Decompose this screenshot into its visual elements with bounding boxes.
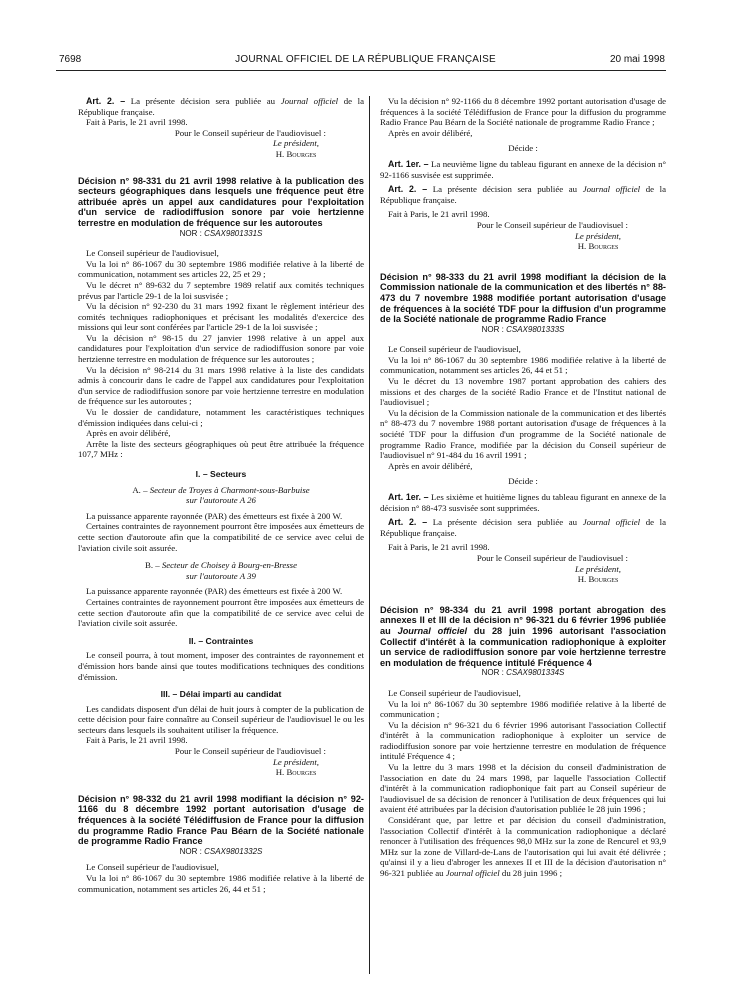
paragraph: Vu la loi n° 86-1067 du 30 septembre 1986 modifiée relative à la liberté de communication, notamment ses articles 26, 44 et 51 ; [78, 873, 364, 894]
decision-title-98-334: Décision n° 98-334 du 21 avril 1998 portant abrogation des annexes II et III de la décision n° 96-321 du 6 février 1996 publiée au Journal officiel du 28 juin 1996 autorisant l'association Collectif d'intérêt à la communication radiophonique à exploiter un service de radiodiffusion sonore par voie hertzienne terrestre en modulation de fréquence intitulé Fréquence 4 [380, 604, 666, 668]
signature-name: H. Bourges [275, 148, 317, 159]
section-heading: II. – Contraintes [188, 635, 254, 646]
signature-name: H. Bourges [577, 241, 619, 252]
article-1: Art. 1er. – Les sixième et huitième lignes du tableau figurant en annexe de la décision n° 88-473 susvisée sont supprimées. [380, 492, 667, 513]
paragraph: Le Conseil supérieur de l'audiovisuel, [86, 862, 219, 873]
paragraph: Vu le dossier de candidature, notamment les caractéristiques techniques d'émission indiquées dans celui-ci ; [78, 407, 364, 428]
article-2: Art. 2. – La présente décision sera publiée au Journal officiel de la République française. [380, 184, 667, 205]
paragraph: Après en avoir délibéré, [86, 428, 171, 439]
fait-a-paris: Fait à Paris, le 21 avril 1998. [86, 117, 188, 128]
paragraph: Vu la décision n° 98-15 du 27 janvier 1998 relative à un appel aux candidatures pour l'exploitation d'un service de radiodiffusion sonore par voie hertzienne terrestre en modulation de fréquence sur les autoroutes ; [78, 332, 364, 365]
paragraph: Certaines contraintes de rayonnement pourront être imposées aux émetteurs de cette section d'autoroute afin que la compatibilité de ce service avec celui de l'aviation civile soit assurée. [78, 596, 364, 629]
signature-title: Le président, [575, 563, 621, 574]
paragraph: Vu la lettre du 3 mars 1998 et la décision du conseil d'administration de l'association en date du 24 mars 1998, par laquelle l'association Collectif d'intérêt à la communication radiophonique fait part au Conseil supérieur de l'audiovisuel de sa décision de renoncer à l'utilisation de deux fréquences qui lui avaient été attribuées par la décision d'autorisation publiée le 28 juin 1996 ; [380, 762, 666, 815]
section-heading: I. – Secteurs [195, 469, 247, 479]
paragraph: La puissance apparente rayonnée (PAR) des émetteurs est fixée à 200 W. [86, 510, 343, 521]
article-1: Art. 1er. – La neuvième ligne du tableau figurant en annexe de la décision n° 92-1166 susvisée est supprimée. [380, 158, 666, 180]
subsection-heading: B. – Secteur de Choisey à Bourg-en-Bresse [144, 560, 298, 571]
signature-title: Le président, [273, 138, 319, 149]
paragraph: Le Conseil supérieur de l'audiovisuel, [86, 248, 219, 259]
subsection-subtitle: sur l'autoroute A 26 [186, 495, 256, 506]
decision-title-98-331: Décision n° 98-331 du 21 avril 1998 relative à la publication des secteurs géographiques dans lesquels une fréquence peut être attribuée après un appel aux candidatures pour l'exploitation d'un service de radiodiffusion sonore par voie hertzienne terrestre en modulation de fréquence sur les autoroutes [78, 175, 364, 228]
paragraph: Les candidats disposent d'un délai de huit jours à compter de la publication de cette décision pour faire connaître au Conseil supérieur de l'audiovisuel le ou les secteurs dans lesquels ils souhaitent utiliser la fréquence. [78, 703, 364, 735]
signature-name: H. Bourges [275, 767, 317, 778]
paragraph: Vu la décision n° 96-321 du 6 février 1996 autorisant l'association Collectif d'intérêt à la communication radiophonique à exploiter un service de radiodiffusion sonore par voie hertzienne terrestre en modulation de fréquence intitulé Fréquence 4 ; [380, 719, 666, 762]
paragraph: Après en avoir délibéré, [388, 460, 473, 471]
issue-date: 20 mai 1998 [609, 54, 665, 65]
paragraph: Vu la loi n° 86-1067 du 30 septembre 1986 modifiée relative à la liberté de communication ; [380, 698, 666, 720]
journal-title: JOURNAL OFFICIEL DE LA RÉPUBLIQUE FRANÇAISE [235, 54, 496, 65]
paragraph: Certaines contraintes de rayonnement pourront être imposées aux émetteurs de cette section d'autoroute afin que la compatibilité de ce service avec celui de l'aviation civile soit assurée. [78, 521, 364, 553]
fait-a-paris: Fait à Paris, le 21 avril 1998. [388, 209, 490, 220]
paragraph: Vu la loi n° 86-1067 du 30 septembre 1986 modifiée relative à la liberté de communication, notamment ses articles 22, 25 et 29 ; [78, 258, 364, 280]
page-number: 7698 [59, 54, 82, 65]
signature-title: Le président, [273, 756, 319, 767]
section-heading: III. – Délai imparti au candidat [160, 689, 282, 700]
paragraph: Arrête la liste des secteurs géographiques où peut être attribuée la fréquence 107,7 MHz : [78, 438, 364, 460]
left-column [78, 96, 364, 894]
paragraph: Vu la décision de la Commission nationale de la communication et des libertés n° 88-473 du 7 novembre 1988 portant autorisation d'usage de fréquences à la société TDF pour la diffusion d'un programme de la Société nationale de programme Radio France, modifiée par la décision du Conseil supérieur de l'audiovisuel n° 91-484 du 16 avril 1991 ; [380, 407, 666, 461]
nor-reference: NOR : CSAX9801332S [179, 846, 263, 856]
nor-reference: NOR : CSAX9801334S [481, 668, 565, 678]
right-column [380, 96, 666, 879]
signature-line: Pour le Conseil supérieur de l'audiovisuel : [174, 746, 326, 757]
paragraph: Vu la loi n° 86-1067 du 30 septembre 1986 modifiée relative à la liberté de communication, notamment ses articles 26, 44 et 51 ; [380, 354, 666, 376]
paragraph: Le conseil pourra, à tout moment, imposer des contraintes de rayonnement et d'émission hors bande ainsi que toutes modifications techniques des conditions d'émission. [78, 650, 364, 682]
paragraph: Vu le décret du 13 novembre 1987 portant approbation des cahiers des missions et des charges de la société Radio France et de l'Institut national de l'audiovisuel ; [380, 376, 666, 408]
signature-line: Pour le Conseil supérieur de l'audiovisuel : [174, 127, 326, 138]
fait-a-paris: Fait à Paris, le 21 avril 1998. [86, 735, 188, 746]
article-2: Art. 2. – La présente décision sera publiée au Journal officiel de la République française. [380, 517, 667, 538]
nor-reference: NOR : CSAX9801333S [481, 324, 565, 334]
decide-heading: Décide : [508, 143, 538, 154]
column-divider [369, 96, 370, 974]
paragraph: Considérant que, par lettre et par décision du conseil d'administration, l'association Collectif d'intérêt à la communication radiophonique a déclaré renoncer à l'utilisation des fréquences 98,0 MHz sur la zone de Rencurel et 93,9 MHz sur la zone de Villard-de-Lans de l'autorisation qui lui avait été délivrée ; qu'ainsi il y a lieu d'abroger les annexes II et III de la décision d'autorisation n° 96-321 publiée au Journal officiel du 28 juin 1996 ; [380, 815, 666, 878]
paragraph: Après en avoir délibéré, [388, 127, 473, 138]
paragraph: Vu le décret n° 89-632 du 7 septembre 1989 relatif aux comités techniques prévus par l'article 29-1 de la loi susvisée ; [78, 279, 364, 301]
paragraph: Vu la décision n° 92-230 du 31 mars 1992 fixant le règlement intérieur des comités techniques radiophoniques et précisant les modalités d'exercice des missions qui leur sont conférées par l'article 29-1 de la loi susvisée ; [78, 301, 364, 333]
nor-reference: NOR : CSAX9801331S [179, 228, 263, 238]
signature-title: Le président, [575, 230, 621, 241]
header-rule [56, 70, 666, 71]
signature-name: H. Bourges [577, 574, 619, 585]
decide-heading: Décide : [508, 476, 538, 487]
signature-line: Pour le Conseil supérieur de l'audiovisuel : [476, 552, 628, 563]
subsection-subtitle: sur l'autoroute A 39 [186, 570, 256, 581]
paragraph: Le Conseil supérieur de l'audiovisuel, [388, 687, 521, 698]
fait-a-paris: Fait à Paris, le 21 avril 1998. [388, 542, 490, 553]
decision-title-98-333: Décision n° 98-333 du 21 avril 1998 modifiant la décision de la Commission nationale de la communication et des libertés n° 88-473 du 7 novembre 1988 modifiée portant autorisation d'usage de fréquences à la société TDF pour la diffusion d'un programme de la Société nationale de programme Radio France [380, 271, 666, 325]
decision-title-98-332: Décision n° 98-332 du 21 avril 1998 modifiant la décision n° 92-1166 du 8 décembre 1992 portant autorisation d'usage de fréquences à la société Télédiffusion de France pour la diffusion du programme Radio France Pau Béarn de la Société nationale de programme Radio France [78, 793, 364, 847]
subsection-heading: A. – Secteur de Troyes à Charmont-sous-Barbuise [132, 484, 310, 495]
paragraph: Vu la décision n° 92-1166 du 8 décembre 1992 portant autorisation d'usage de fréquences à la société Télédiffusion de France pour la diffusion du programme Radio France Pau Béarn de la Société nationale de programme Radio France ; [380, 96, 666, 128]
paragraph: Le Conseil supérieur de l'audiovisuel, [388, 344, 521, 355]
paragraph: La puissance apparente rayonnée (PAR) des émetteurs est fixée à 200 W. [86, 586, 343, 597]
signature-line: Pour le Conseil supérieur de l'audiovisuel : [476, 219, 628, 230]
article-2: Art. 2. – La présente décision sera publiée au Journal officiel de la République française. [78, 96, 365, 117]
paragraph: Vu la décision n° 98-214 du 31 mars 1998 relative à la liste des candidats admis à concourir dans le cadre de l'appel aux candidatures pour l'exploitation d'un service de radiodiffusion sonore par voie hertzienne terrestre en modulation de fréquence sur les autoroutes ; [78, 364, 364, 407]
